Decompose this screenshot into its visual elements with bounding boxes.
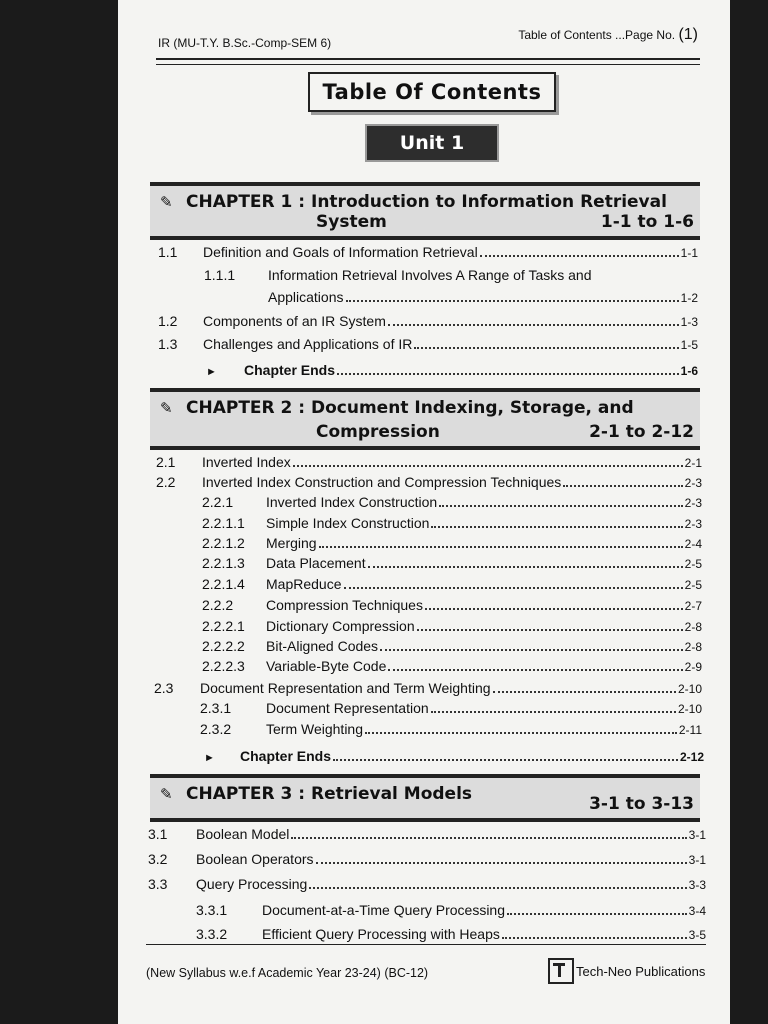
leader-dots (319, 546, 683, 548)
entry-page: 3-3 (688, 878, 706, 892)
entry-title: Document Representation and Term Weighting (200, 680, 491, 696)
chapter-ends-entry[interactable] (204, 748, 704, 764)
toc-entry[interactable] (202, 638, 702, 654)
entry-page: 2-4 (684, 537, 702, 551)
entry-title: Applications (268, 289, 344, 305)
entry-title: Term Weighting (266, 721, 364, 737)
toc-entry[interactable] (196, 902, 706, 918)
entry-title: Components of an IR System (203, 313, 386, 329)
entry-number: 3.3 (148, 876, 168, 892)
entry-title: Compression Techniques (266, 597, 423, 613)
leader-dots (388, 324, 679, 326)
leader-dots (425, 608, 683, 610)
entry-title: Simple Index Construction (266, 515, 430, 531)
entry-page: 2-11 (678, 723, 702, 737)
entry-title: Inverted Index (202, 454, 291, 470)
entry-title: Query Processing (196, 876, 308, 892)
entry-number: 3.3.1 (196, 902, 228, 918)
toc-entry[interactable] (200, 700, 702, 716)
leader-dots (368, 566, 683, 568)
publisher (548, 958, 705, 984)
entry-number: 2.2.1.3 (202, 555, 245, 571)
publisher-name: Tech-Neo Publications (576, 963, 706, 979)
entry-title: Chapter Ends (240, 748, 332, 764)
pencil-icon: ✎ (160, 399, 173, 417)
entry-page: 3-4 (688, 904, 706, 918)
chapter-3-range: 3-1 to 3-13 (589, 794, 694, 814)
leader-dots (493, 691, 676, 693)
entry-number: 2.2.2.2 (202, 638, 245, 654)
entry-title: Inverted Index Construction (266, 494, 438, 510)
chapter-2-banner (150, 388, 700, 450)
entry-page: 3-1 (688, 853, 706, 867)
entry-page: 1-2 (680, 291, 698, 305)
entry-title: Chapter Ends (244, 362, 336, 378)
pencil-icon: ✎ (160, 785, 173, 803)
entry-page: 2-5 (684, 557, 702, 571)
entry-title: Document-at-a-Time Query Processing (262, 902, 506, 918)
footer-syllabus: (New Syllabus w.e.f Academic Year 23-24) (BC-12) (146, 966, 429, 980)
entry-title: Definition and Goals of Information Retrieval (203, 244, 478, 260)
chapter-3-title: CHAPTER 3 : Retrieval Models (186, 784, 473, 804)
entry-number: 2.3 (154, 680, 174, 696)
leader-dots (480, 255, 679, 257)
toc-entry[interactable] (202, 597, 702, 613)
toc-entry[interactable] (158, 313, 698, 329)
page-title: Table Of Contents (308, 72, 556, 112)
entry-page: 2-8 (684, 620, 702, 634)
leader-dots (431, 526, 682, 528)
entry-number: 2.2.2.1 (202, 618, 245, 634)
entry-page: 2-10 (677, 702, 702, 716)
leader-dots (293, 465, 683, 467)
entry-title: Merging (266, 535, 317, 551)
leader-dots (439, 505, 682, 507)
leader-dots (333, 759, 678, 761)
entry-title: Information Retrieval Involves A Range of Tasks and (268, 267, 592, 283)
entry-page: 2-3 (684, 496, 702, 510)
toc-entry[interactable] (202, 555, 702, 571)
leader-dots (344, 587, 683, 589)
toc-entry[interactable] (268, 289, 698, 305)
toc-entry[interactable] (148, 851, 706, 867)
entry-number: 2.3.2 (200, 721, 232, 737)
entry-title: Efficient Query Processing with Heaps (262, 926, 500, 942)
chapter-3-banner (150, 774, 700, 822)
header-section (518, 26, 698, 44)
entry-page: 2-8 (684, 640, 702, 654)
header-page-number: (1) (678, 26, 698, 43)
toc-entry[interactable] (148, 876, 706, 892)
leader-dots (507, 913, 687, 915)
entry-page: 3-1 (688, 828, 706, 842)
entry-page: 2-7 (684, 599, 702, 613)
entry-number: 3.3.2 (196, 926, 228, 942)
toc-entry[interactable] (156, 474, 702, 490)
entry-page: 2-3 (684, 476, 702, 490)
entry-number: 1.3 (158, 336, 178, 352)
header-course: IR (MU-T.Y. B.Sc.-Comp-SEM 6) (158, 36, 332, 50)
entry-page: 2-1 (684, 456, 702, 470)
entry-title: Bit-Aligned Codes (266, 638, 379, 654)
toc-entry[interactable] (200, 721, 702, 737)
entry-number: 2.3.1 (200, 700, 232, 716)
chapter-1-range: 1-1 to 1-6 (600, 212, 694, 232)
entry-number: 2.2.1.2 (202, 535, 245, 551)
entry-title: Variable-Byte Code (266, 658, 387, 674)
chapter-1-banner (150, 182, 700, 240)
chapter-1-title-cont: System (316, 212, 387, 232)
toc-entry[interactable] (202, 494, 702, 510)
entry-number: 3.2 (148, 851, 168, 867)
toc-entry[interactable] (154, 680, 702, 696)
pencil-icon: ✎ (160, 193, 173, 211)
toc-entry[interactable] (202, 576, 702, 592)
entry-number: 2.2.2.3 (202, 658, 245, 674)
arrow-icon: ► (206, 366, 217, 378)
chapter-ends-entry[interactable] (206, 362, 698, 378)
leader-dots (502, 937, 687, 939)
chapter-2-title-cont: Compression (316, 422, 440, 442)
entry-page: 2-5 (684, 578, 702, 592)
leader-dots (365, 732, 677, 734)
header-section-label: Table of Contents ...Page No. (518, 28, 676, 42)
toc-entry[interactable] (204, 267, 698, 283)
toc-entry[interactable] (196, 926, 706, 942)
leader-dots (414, 347, 678, 349)
entry-page: 2-3 (684, 517, 702, 531)
leader-dots (309, 887, 686, 889)
header-rule (156, 58, 700, 65)
toc-entry[interactable] (202, 618, 702, 634)
chapter-2-title: CHAPTER 2 : Document Indexing, Storage, and (186, 398, 634, 418)
entry-page: 1-3 (680, 315, 698, 329)
entry-title: Data Placement (266, 555, 366, 571)
leader-dots (337, 373, 679, 375)
entry-number: 1.1.1 (204, 267, 236, 283)
chapter-1-heading (160, 192, 667, 212)
toc-entry[interactable] (156, 454, 702, 470)
entry-number: 3.1 (148, 826, 168, 842)
toc-entry[interactable] (202, 535, 702, 551)
entry-page: 1-5 (680, 338, 698, 352)
entry-number: 1.1 (158, 244, 178, 260)
toc-entry[interactable] (158, 336, 698, 352)
leader-dots (380, 649, 683, 651)
entry-title: Boolean Model (196, 826, 290, 842)
toc-entry[interactable] (148, 826, 706, 842)
unit-badge: Unit 1 (365, 124, 499, 162)
entry-title: Boolean Operators (196, 851, 314, 867)
footer-rule (146, 944, 706, 945)
entry-number: 1.2 (158, 313, 178, 329)
entry-number: 2.2.1.1 (202, 515, 245, 531)
chapter-1-title: CHAPTER 1 : Introduction to Information Retrieval (186, 192, 667, 212)
entry-page: 2-9 (684, 660, 702, 674)
toc-entry[interactable] (158, 244, 698, 260)
leader-dots (431, 711, 676, 713)
leader-dots (563, 485, 682, 487)
chapter-2-range: 2-1 to 2-12 (589, 422, 694, 442)
toc-entry[interactable] (202, 658, 702, 674)
entry-title: Challenges and Applications of IR (203, 336, 413, 352)
entry-number: 2.2.1 (202, 494, 234, 510)
entry-page: 3-5 (688, 928, 706, 942)
entry-page: 1-6 (680, 364, 698, 378)
leader-dots (291, 837, 686, 839)
arrow-icon: ► (204, 752, 215, 764)
entry-page: 2-12 (679, 750, 704, 764)
entry-title: MapReduce (266, 576, 342, 592)
leader-dots (417, 629, 683, 631)
leader-dots (388, 669, 682, 671)
entry-number: 2.2 (156, 474, 176, 490)
entry-page: 1-1 (680, 246, 698, 260)
entry-title: Dictionary Compression (266, 618, 415, 634)
leader-dots (316, 862, 687, 864)
chapter-3-heading (160, 784, 472, 804)
entry-number: 2.2.1.4 (202, 576, 245, 592)
entry-number: 2.1 (156, 454, 176, 470)
publisher-logo-icon (548, 958, 574, 984)
page-header (158, 24, 698, 58)
entry-title: Inverted Index Construction and Compression Techniques (202, 474, 562, 490)
toc-entry[interactable] (202, 515, 702, 531)
entry-title: Document Representation (266, 700, 429, 716)
leader-dots (346, 300, 679, 302)
chapter-2-heading (160, 398, 634, 418)
entry-number: 2.2.2 (202, 597, 234, 613)
entry-page: 2-10 (677, 682, 702, 696)
